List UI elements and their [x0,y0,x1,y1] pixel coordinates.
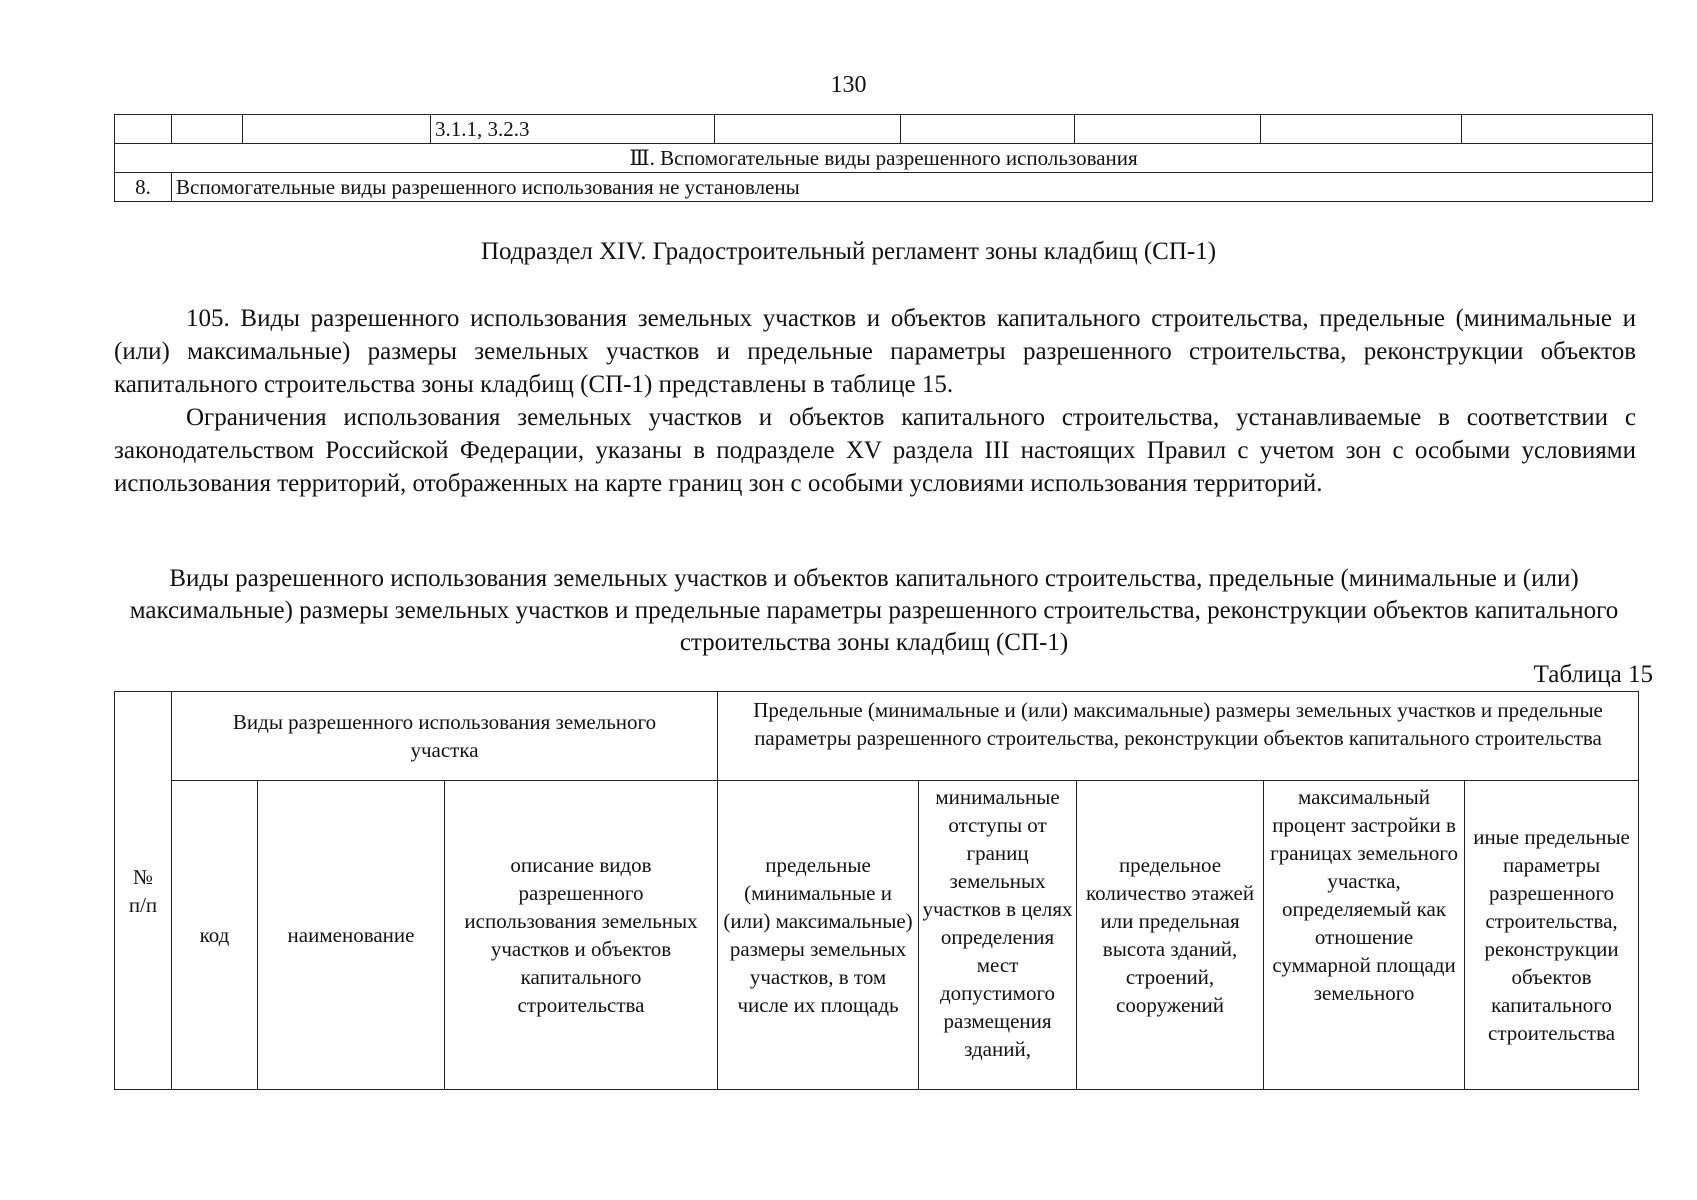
table-caption: Виды разрешенного использования земельных участков и объектов капитального строительства, предельные (минимальные и (или) максимальные) размеры земельных участков и предельные параметры разрешенного строительства, реконструкции объектов капитального строительства зоны кладбищ (СП-1) [129,565,1619,656]
table-number: Таблица 15 [1533,661,1653,688]
header-name: наименование [258,781,445,1090]
table-cell [1462,115,1653,144]
table-cell [715,115,901,144]
table-row [115,115,1653,144]
header-number [115,692,172,1090]
page-number: 130 [830,72,867,98]
header-coverage: максимальный процент застройки в границах земельного участка, определяемый как отношение суммарной площади земельного [1264,781,1465,1090]
section-header-row [115,144,1653,173]
code-cell: 3.1.1, 3.2.3 [431,115,715,144]
table-row [115,173,1653,202]
header-plot-size: предельные (минимальные и (или) максимальные) размеры земельных участков, в том числе их площадь [718,781,919,1090]
header-number-line1: № [132,864,154,889]
header-number-line2: п/п [128,892,158,917]
subsection-heading: Подраздел XIV. Градостроительный регламент зоны кладбищ (СП-1) [480,238,1217,265]
table-header-row [115,692,1639,781]
regulations-table [114,691,1639,1090]
table-cell [1261,115,1462,144]
paragraph-105: 105. Виды разрешенного использования земельных участков и объектов капитального строительства, предельные (минимальные и (или) максимальные) размеры земельных участков и предельные параметры разрешенного строительства, реконструкции объектов капитального строительства зоны кладбищ (СП-1) представлены в таблице 15. [114,305,1636,398]
header-code: код [172,781,258,1090]
table-cell [172,115,243,144]
section-header: Ⅲ. Вспомогательные виды разрешенного использования [115,144,1653,173]
table-cell [1075,115,1261,144]
table-cell [243,115,431,144]
header-uses: Виды разрешенного использования земельного участка [172,692,718,781]
header-description: описание видов разрешенного использования земельных участков и объектов капитального строительства [445,781,718,1090]
header-limits: Предельные (минимальные и (или) максимальные) размеры земельных участков и предельные параметры разрешенного строительства, реконструкции объектов капитального строительства [718,692,1639,781]
paragraph-restrictions: Ограничения использования земельных участков и объектов капитального строительства, устанавливаемые в соответствии с законодательством Российской Федерации, указаны в подразделе XV раздела III настоящих Правил с учетом зон с особыми условиями использования территорий, отображенных на карте границ зон с особыми условиями использования территорий. [114,404,1636,497]
row-text: Вспомогательные виды разрешенного использования не установлены [172,173,1653,202]
table-cell [115,115,172,144]
header-other: иные предельные параметры разрешенного строительства, реконструкции объектов капитального строительства [1465,781,1639,1090]
row-number: 8. [115,173,172,202]
table-cell [901,115,1075,144]
header-setbacks: минимальные отступы от границ земельных участков в целях определения мест допустимого размещения зданий, [919,781,1077,1090]
continued-table [114,114,1653,202]
table-subheader-row [115,781,1639,1090]
header-floors: предельное количество этажей или предельная высота зданий, строений, сооружений [1077,781,1264,1090]
